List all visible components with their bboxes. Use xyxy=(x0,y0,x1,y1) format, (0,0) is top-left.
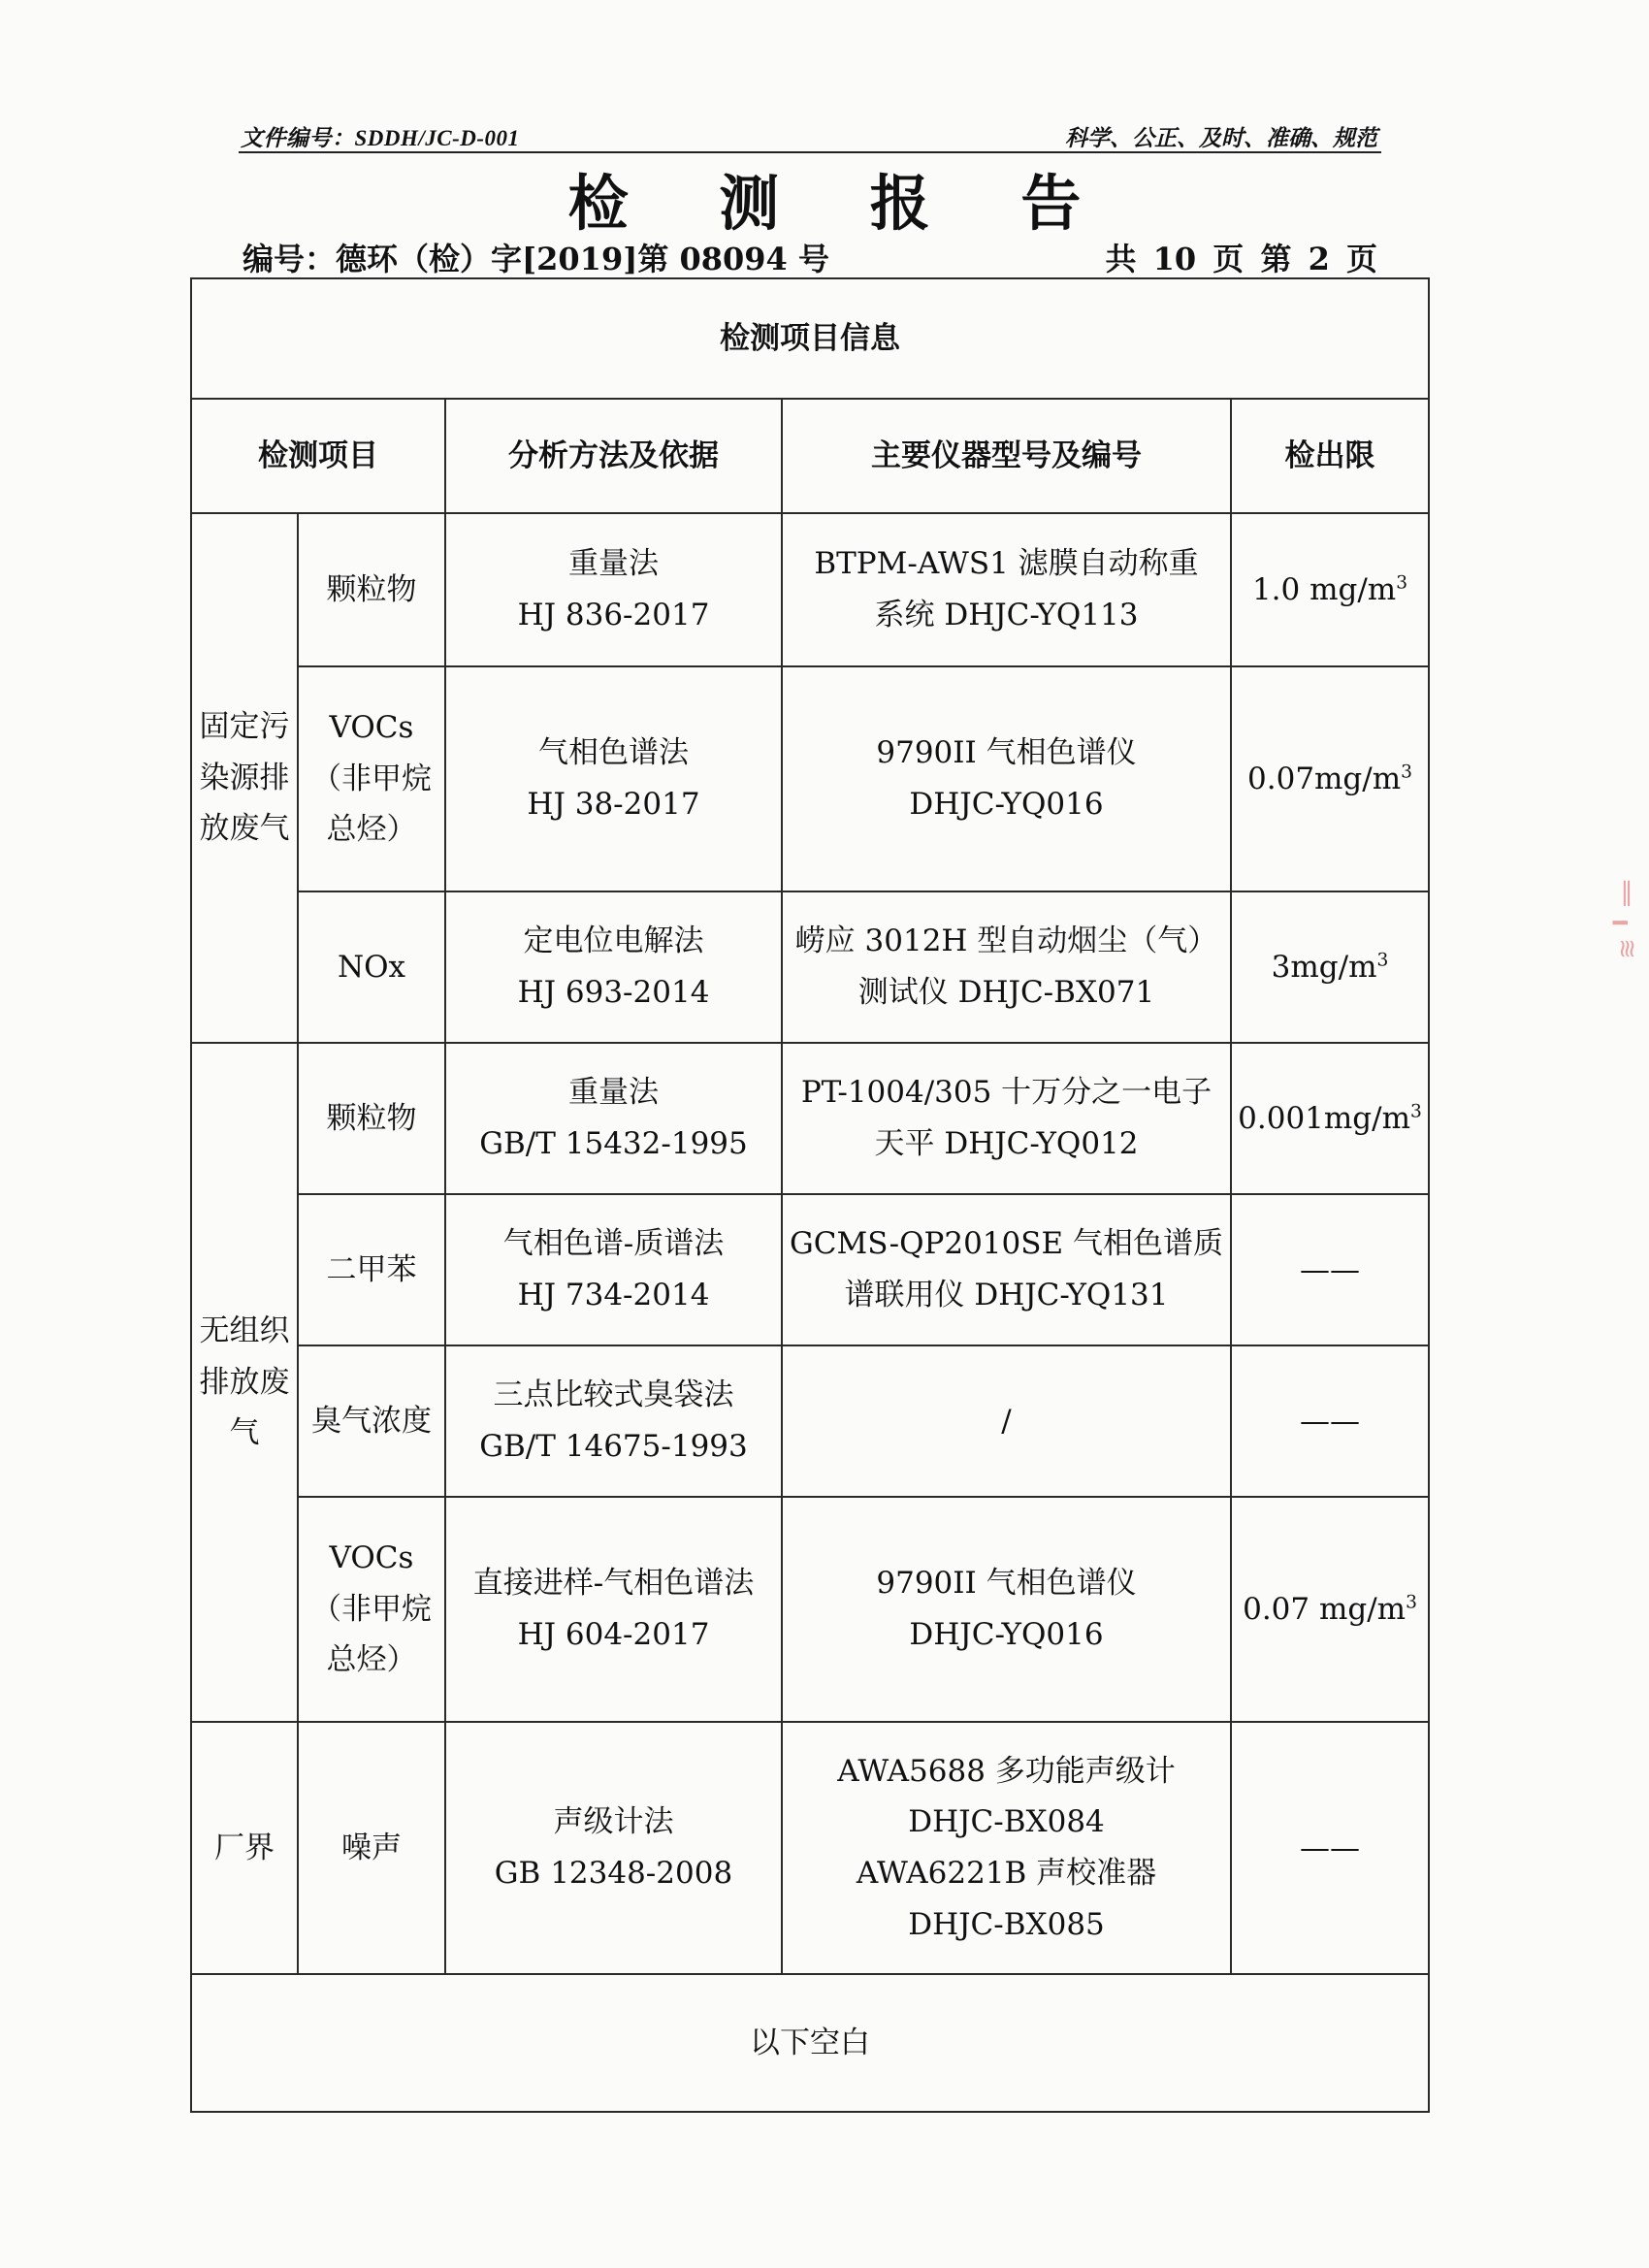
instrument-cell xyxy=(782,666,1231,891)
column-header-limit: 检出限 xyxy=(1231,399,1429,513)
instrument-cell xyxy=(782,1497,1231,1722)
method-line: GB 12348-2008 xyxy=(494,1856,733,1891)
item-cell: NOx xyxy=(298,891,445,1043)
item-cell: 噪声 xyxy=(298,1722,445,1974)
instrument-line: DHJC-YQ016 xyxy=(909,1617,1104,1652)
section-title-row xyxy=(191,278,1429,399)
item-cell: 颗粒物 xyxy=(298,1043,445,1194)
method-line: HJ 693-2014 xyxy=(517,975,710,1010)
table-row xyxy=(191,1345,1429,1497)
item-cell: 颗粒物 xyxy=(298,513,445,666)
column-header-row xyxy=(191,399,1429,513)
instrument-line: 9790II 气相色谱仪 xyxy=(876,735,1137,771)
instrument-line: 测试仪 DHJC-BX071 xyxy=(857,975,1155,1010)
instrument-line: / xyxy=(1001,1403,1012,1439)
limit-superscript: 3 xyxy=(1406,1592,1417,1613)
limit-value: 0.001mg/m xyxy=(1238,1100,1410,1136)
instrument-cell xyxy=(782,891,1231,1043)
limit-cell xyxy=(1231,666,1429,891)
inspection-items-table xyxy=(190,277,1430,2113)
method-cell xyxy=(445,666,782,891)
method-cell xyxy=(445,1194,782,1345)
instrument-cell xyxy=(782,1194,1231,1345)
section-title: 检测项目信息 xyxy=(191,278,1429,399)
limit-cell xyxy=(1231,1497,1429,1722)
instrument-line: BTPM-AWS1 滤膜自动称重 xyxy=(814,546,1199,582)
method-cell xyxy=(445,891,782,1043)
limit-value: 0.07 mg/m xyxy=(1243,1591,1406,1627)
limit-cell xyxy=(1231,513,1429,666)
footer-row xyxy=(191,1974,1429,2112)
red-stamp-mark: ‖ ╻ ≋ xyxy=(1612,878,1641,959)
method-line: HJ 734-2014 xyxy=(517,1278,710,1312)
limit-superscript: 3 xyxy=(1401,761,1412,783)
method-cell xyxy=(445,1497,782,1722)
item-cell: 臭气浓度 xyxy=(298,1345,445,1497)
item-cell: VOCs（非甲烷总烃） xyxy=(298,1497,445,1722)
table-row xyxy=(191,891,1429,1043)
limit-superscript: 3 xyxy=(1409,1101,1422,1122)
method-cell xyxy=(445,1722,782,1974)
limit-superscript: 3 xyxy=(1396,572,1408,594)
instrument-cell xyxy=(782,1345,1231,1497)
limit-value: —— xyxy=(1300,1403,1360,1439)
page-indicator: 共 10 页 第 2 页 xyxy=(1105,241,1377,277)
column-header-method: 分析方法及依据 xyxy=(445,399,782,513)
limit-cell xyxy=(1231,1722,1429,1974)
method-cell xyxy=(445,1043,782,1194)
limit-cell xyxy=(1231,1345,1429,1497)
table-row xyxy=(191,1043,1429,1194)
limit-value: —— xyxy=(1300,1251,1360,1287)
method-line: 三点比较式臭袋法 xyxy=(493,1377,734,1413)
instrument-line: DHJC-BX084 xyxy=(908,1804,1105,1840)
column-header-item: 检测项目 xyxy=(191,399,445,513)
limit-value: —— xyxy=(1300,1830,1360,1865)
instrument-cell xyxy=(782,1722,1231,1974)
category-cell: 厂界 xyxy=(191,1722,298,1974)
method-line: 气相色谱-质谱法 xyxy=(502,1226,725,1262)
motto: 科学、公正、及时、准确、规范 xyxy=(1065,126,1377,150)
method-line: 声级计法 xyxy=(553,1804,674,1840)
instrument-line: 系统 DHJC-YQ113 xyxy=(874,598,1139,632)
instrument-cell xyxy=(782,1043,1231,1194)
method-line: 定电位电解法 xyxy=(523,923,704,959)
instrument-line: 崂应 3012H 型自动烟尘（气） xyxy=(794,923,1218,959)
limit-cell xyxy=(1231,1043,1429,1194)
header-rule xyxy=(239,151,1381,153)
column-header-instrument: 主要仪器型号及编号 xyxy=(782,399,1231,513)
method-line: HJ 38-2017 xyxy=(527,787,700,822)
method-line: 重量法 xyxy=(568,1075,659,1111)
method-cell xyxy=(445,1345,782,1497)
item-cell: VOCs（非甲烷总烃） xyxy=(298,666,445,891)
limit-superscript: 3 xyxy=(1376,950,1389,971)
table-row xyxy=(191,1194,1429,1345)
limit-value: 1.0 mg/m xyxy=(1251,571,1397,607)
limit-cell xyxy=(1231,1194,1429,1345)
instrument-cell xyxy=(782,513,1231,666)
method-cell xyxy=(445,513,782,666)
table-row xyxy=(191,1722,1429,1974)
report-number: 编号：德环（检）字[2019]第 08094 号 xyxy=(242,241,829,277)
table-row xyxy=(191,1497,1429,1722)
instrument-line: AWA6221B 声校准器 xyxy=(856,1856,1157,1891)
file-number: 文件编号：SDDH/JC-D-001 xyxy=(241,126,520,150)
table-row xyxy=(191,513,1429,666)
instrument-line: DHJC-BX085 xyxy=(908,1906,1105,1942)
footer-note: 以下空白 xyxy=(191,1974,1429,2112)
category-cell: 无组织排放废气 xyxy=(191,1043,298,1722)
method-line: 重量法 xyxy=(568,546,659,582)
limit-value: 3mg/m xyxy=(1271,949,1377,985)
item-cell: 二甲苯 xyxy=(298,1194,445,1345)
method-line: GB/T 15432-1995 xyxy=(479,1126,748,1161)
method-line: GB/T 14675-1993 xyxy=(479,1429,748,1464)
instrument-line: PT-1004/305 十万分之一电子 xyxy=(800,1075,1212,1111)
limit-value: 0.07mg/m xyxy=(1247,761,1402,796)
limit-cell xyxy=(1231,891,1429,1043)
instrument-line: 天平 DHJC-YQ012 xyxy=(874,1126,1139,1161)
method-line: HJ 604-2017 xyxy=(517,1617,710,1652)
report-title: 检 测 报 告 xyxy=(567,168,1116,239)
method-line: 直接进样-气相色谱法 xyxy=(472,1566,755,1602)
instrument-line: DHJC-YQ016 xyxy=(909,787,1104,822)
category-cell: 固定污染源排放废气 xyxy=(191,513,298,1043)
method-line: HJ 836-2017 xyxy=(517,598,710,632)
instrument-line: 谱联用仪 DHJC-YQ131 xyxy=(844,1278,1169,1312)
instrument-line: GCMS-QP2010SE 气相色谱质 xyxy=(790,1226,1223,1262)
instrument-line: AWA5688 多功能声级计 xyxy=(837,1753,1176,1789)
table-row xyxy=(191,666,1429,891)
method-line: 气相色谱法 xyxy=(538,735,689,771)
instrument-line: 9790II 气相色谱仪 xyxy=(876,1566,1137,1602)
